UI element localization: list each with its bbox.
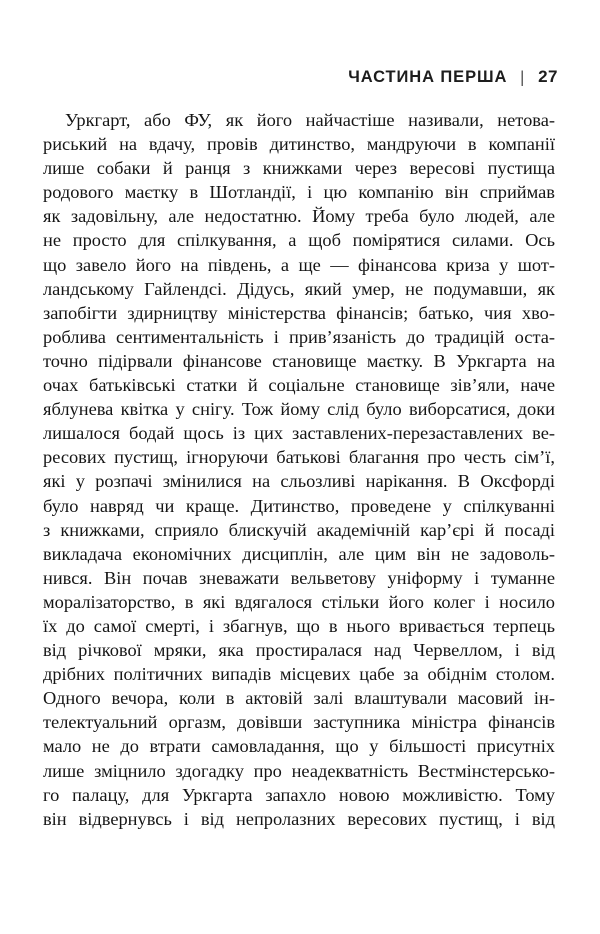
text-line: моралізаторство, в які вдягалося стільки його колег і носило <box>43 591 555 612</box>
text-line: не просто для спілкування, а щоб помірятися силами. Ось <box>43 230 555 251</box>
text-line: він відвернувсь і від непролазних вересових пустищ, і від <box>43 808 555 829</box>
text-line: ландському Гайлендсі. Дідусь, який умер, не подумавши, як <box>43 278 555 299</box>
text-line: ресових пустищ, ігноруючи батькові благання про честь сім’ї, <box>43 447 555 468</box>
text-line: було навряд чи краще. Дитинство, проведене у спілкуванні <box>43 495 555 516</box>
section-title: ЧАСТИНА ПЕРША <box>348 67 508 86</box>
text-line: від річкової мряки, яка простиралася над Червеллом, і від <box>43 640 555 661</box>
text-line: лише собаки й ранця з книжками через вересові пустища <box>43 158 555 179</box>
text-line: нився. Він почав зневажати вельветову уніформу і туманне <box>43 567 555 588</box>
page-body <box>43 108 555 831</box>
text-line: як задовільну, але недостатню. Йому треба було людей, але <box>43 206 555 227</box>
text-line: риський на вдачу, провів дитинство, мандруючи в компанії <box>43 134 555 155</box>
text-line: лишалося бодай щось із цих заставлених-перезаставлених ве- <box>43 423 555 444</box>
text-line: їх до самої смерті, і збагнув, що в нього вривається терпець <box>43 615 555 636</box>
text-line: телектуальний оргазм, довівши заступника міністра фінансів <box>43 712 555 733</box>
text-line: точно підірвали фінансове становище маєтку. В Уркгарта на <box>43 350 555 371</box>
text-line: яблунева квітка у снігу. Тож йому слід було виборсатися, доки <box>43 399 555 420</box>
text-line: що завело його на південь, а ще — фінансова криза у шот- <box>43 254 555 275</box>
text-line: очах батьківські статки й соціальне становище зів’яли, наче <box>43 375 555 396</box>
text-line: запобігти здирництву міністерства фінансів; батько, чия хво- <box>43 302 555 323</box>
text-line: які у розпачі змінилися на сльозливі нарікання. В Оксфорді <box>43 471 555 492</box>
text-line: викладача економічних дисциплін, але цим він не задоволь- <box>43 543 555 564</box>
text-line: Одного вечора, коли в актовій залі влаштували масовий ін- <box>43 688 555 709</box>
text-line: мало не до втрати самовладання, що у більшості присутніх <box>43 736 555 757</box>
text-line: з книжками, сприяло блискучій академічній кар’єрі й посаді <box>43 519 555 540</box>
page-number: 27 <box>538 67 558 86</box>
text-line: дрібних політичних випадів місцевих цабе за обіднім столом. <box>43 664 555 685</box>
paragraph <box>43 108 555 831</box>
header-separator: | <box>520 67 526 87</box>
text-line: Уркгарт, або ФУ, як його найчастіше називали, нетова- <box>65 110 555 130</box>
text-line: лише зміцнило здогадку про неадекватність Вестмінстерсько- <box>43 760 555 781</box>
text-line: родового маєтку в Шотландії, і цю компанію він сприймав <box>43 182 555 203</box>
page-header <box>348 67 558 87</box>
text-line: роблива сентиментальність і прив’язаність до традицій оста- <box>43 326 555 347</box>
text-line: го палацу, для Уркгарта запахло новою можливістю. Тому <box>43 784 555 805</box>
